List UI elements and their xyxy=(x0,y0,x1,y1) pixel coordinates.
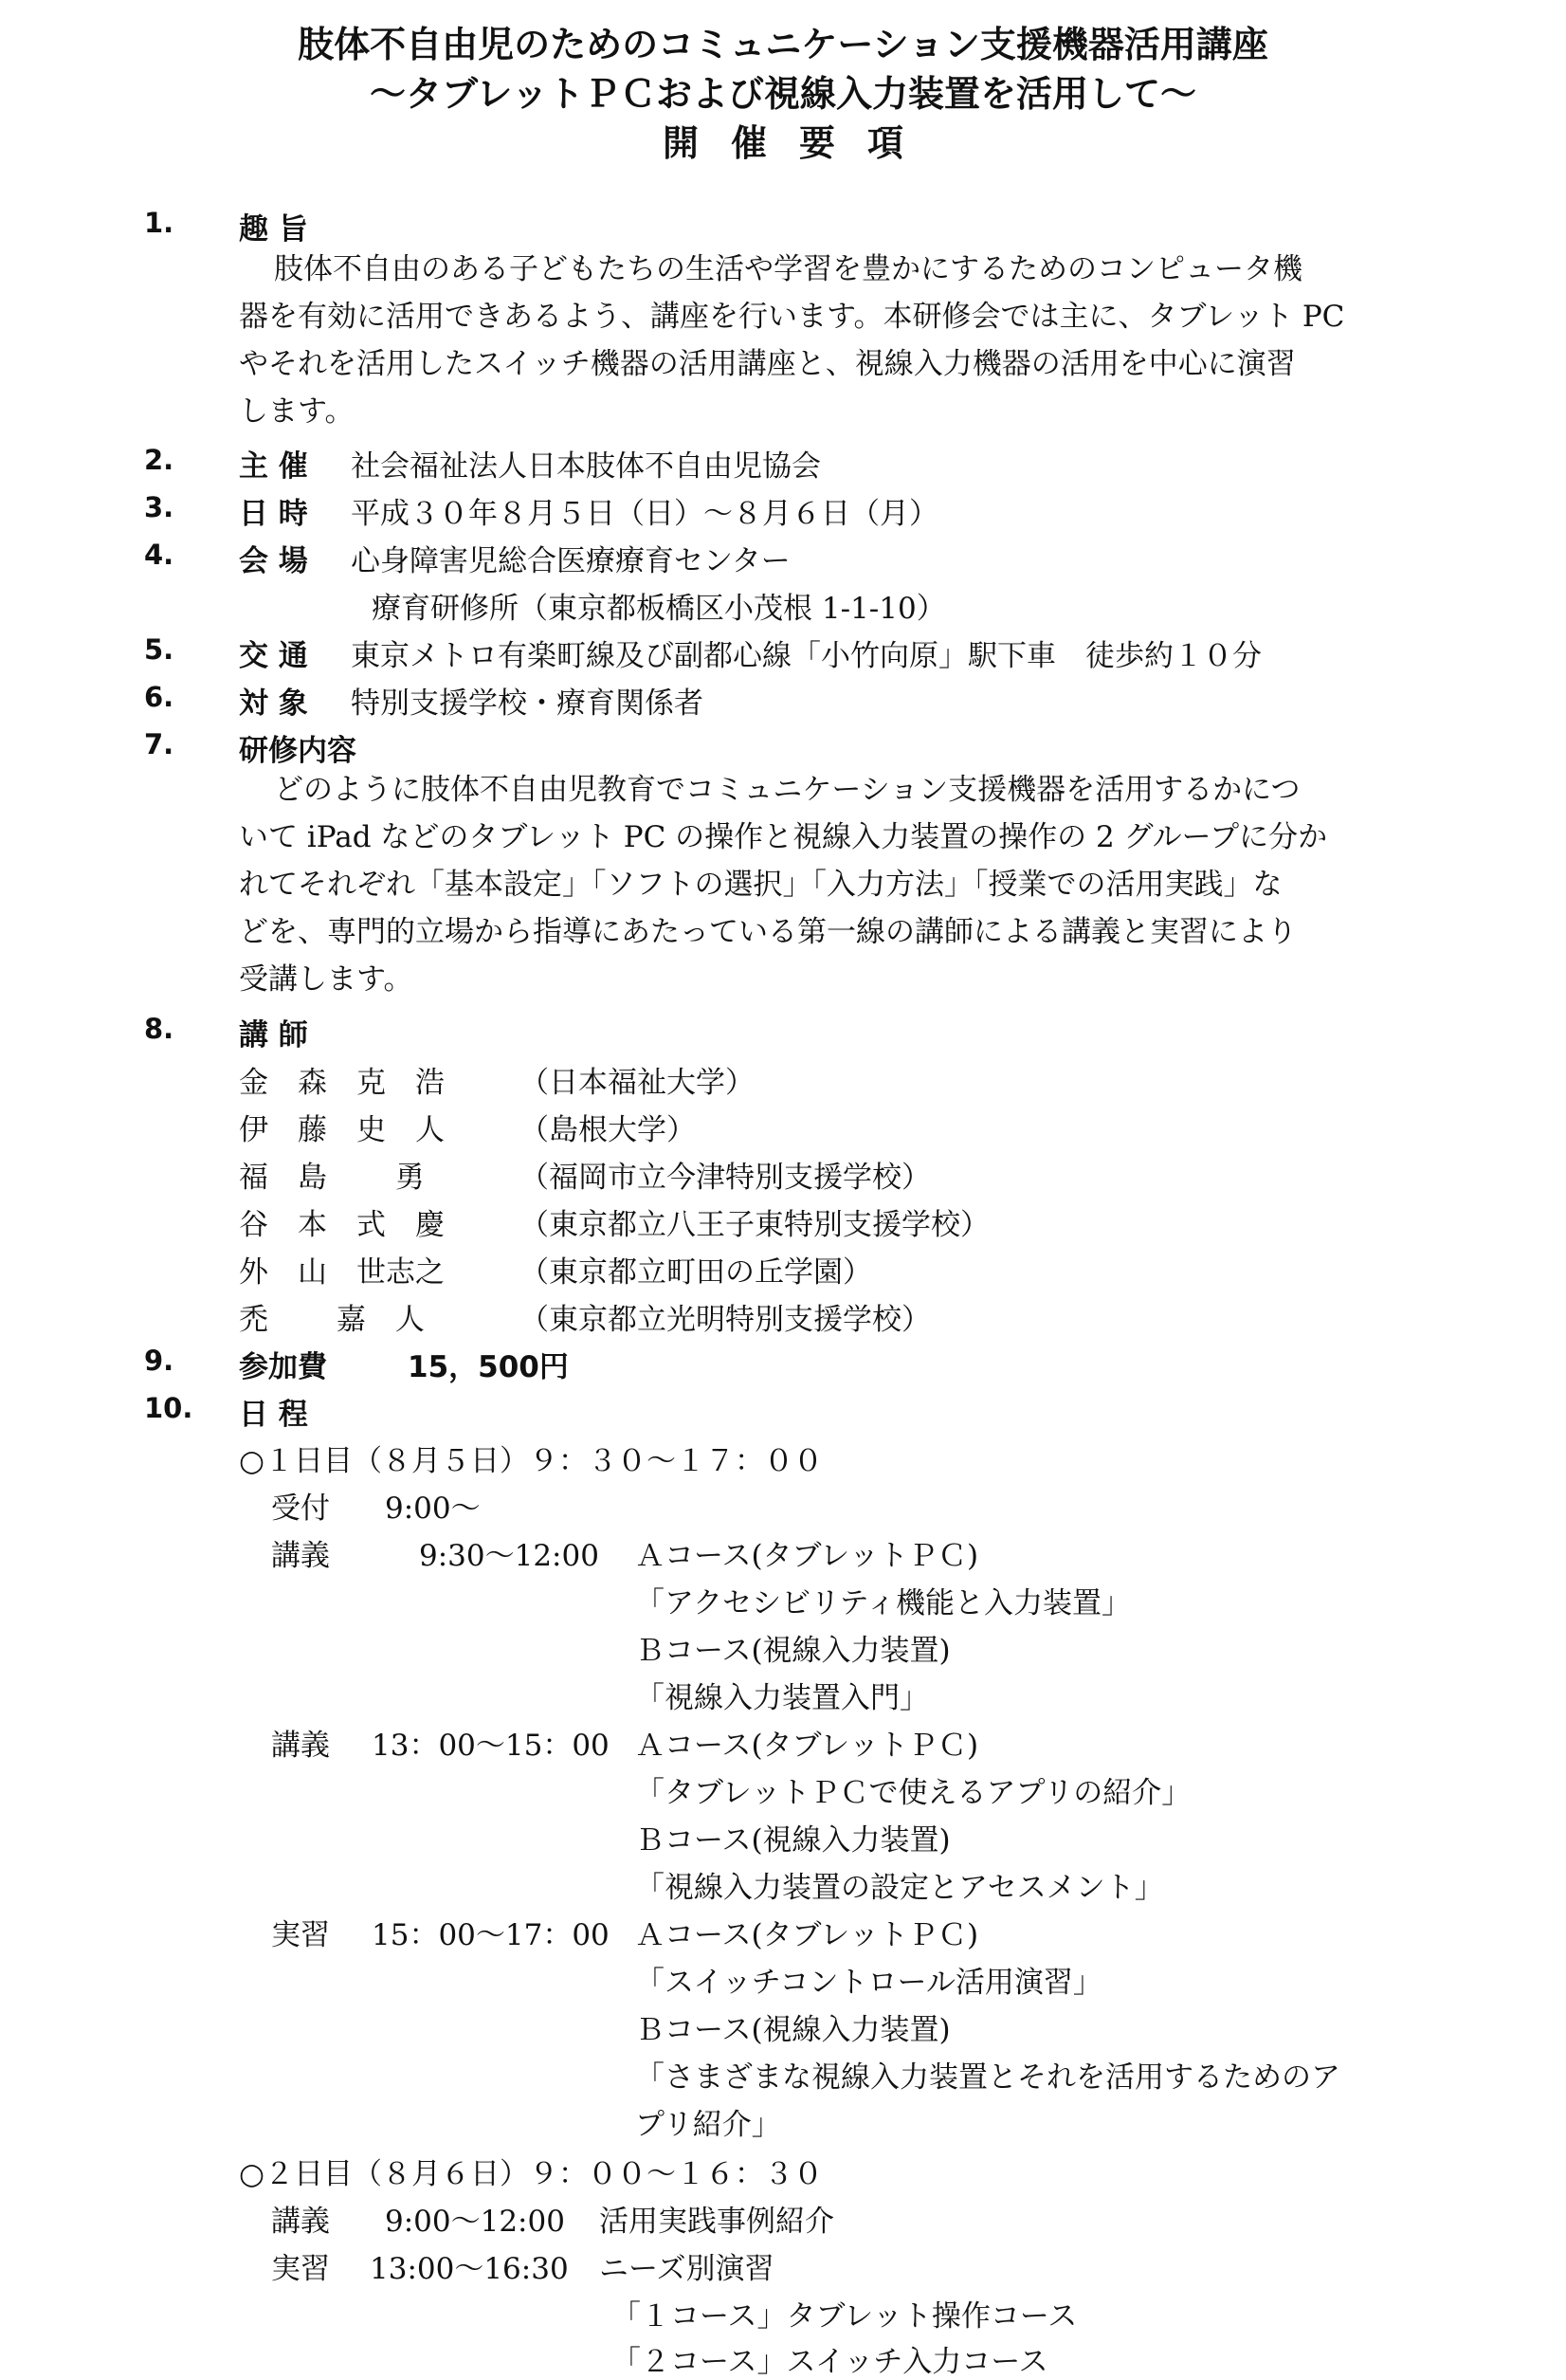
paragraph-line: 肢体不自由のある子どもたちの生活や学習を豊かにするためのコンピュータ機 xyxy=(274,252,1302,286)
schedule-time: 13：00～15：00 xyxy=(372,1729,610,1763)
section-value: 社会福祉法人日本肢体不自由児協会 xyxy=(351,449,821,484)
document-subtitle: ～タブレットＰＣおよび視線入力装置を活用して～ xyxy=(369,73,1197,115)
section-number: 7. xyxy=(144,728,174,760)
schedule-course: 「２コース」スイッチ入力コース xyxy=(611,2345,1048,2379)
section-value: 平成３０年８月５日（日）～８月６日（月） xyxy=(351,497,938,531)
paragraph-line: やそれを活用したスイッチ機器の活用講座と、視線入力機器の活用を中心に演習 xyxy=(239,347,1296,381)
schedule-detail: 「タブレットＰＣで使えるアプリの紹介」 xyxy=(635,1776,1192,1810)
day2-title: ○２日目（８月６日）９：００～１６：３０ xyxy=(239,2157,824,2191)
section-number: 2. xyxy=(144,444,174,476)
lecturer-name: 福 島 勇 xyxy=(239,1161,425,1195)
lecturer-name: 禿 嘉 人 xyxy=(239,1303,425,1337)
paragraph-line: どを、専門的立場から指導にあたっている第一線の講師による講義と実習により xyxy=(239,915,1297,949)
schedule-detail: プリ紹介」 xyxy=(635,2108,781,2142)
section-paragraph xyxy=(239,246,1435,435)
section-heading: 講 師 xyxy=(239,1018,308,1053)
section-heading: 交 通 xyxy=(239,639,308,673)
day1-title: ○１日目（８月５日）９：３０～１７：００ xyxy=(239,1444,824,1478)
participation-fee: 15，500円 xyxy=(408,1350,569,1384)
schedule-time: 9:00～12:00 xyxy=(385,2205,565,2239)
section-heading: 日 程 xyxy=(239,1398,308,1432)
lecturer-affiliation: （島根大学） xyxy=(519,1113,696,1147)
schedule-detail: Ａコース(タブレットＰＣ) xyxy=(635,1539,979,1573)
section-heading: 対 象 xyxy=(239,687,308,721)
section-heading: 日 時 xyxy=(239,497,308,531)
schedule-detail: 「視線入力装置の設定とアセスメント」 xyxy=(635,1871,1164,1905)
schedule-detail: 「視線入力装置入門」 xyxy=(635,1681,929,1715)
section-number: 5. xyxy=(144,633,174,666)
section-value: 心身障害児総合医療療育センター xyxy=(351,544,791,578)
section-value-address: 療育研修所（東京都板橋区小茂根 1-1-10） xyxy=(372,592,946,626)
schedule-detail: 活用実践事例紹介 xyxy=(599,2205,834,2239)
section-number: 6. xyxy=(144,681,174,713)
schedule-time: 9:30～12:00 xyxy=(419,1539,599,1573)
paragraph-line: いて iPad などのタブレット PC の操作と視線入力装置の操作の 2 グループに分か xyxy=(239,820,1328,854)
schedule-label: 講義 xyxy=(271,1539,330,1573)
lecturer-affiliation: （福岡市立今津特別支援学校） xyxy=(519,1161,931,1195)
section-number: 8. xyxy=(144,1013,174,1045)
schedule-time: 9:00～ xyxy=(385,1492,481,1526)
lecturer-affiliation: （東京都立光明特別支援学校） xyxy=(519,1303,931,1337)
paragraph-line: 受講します。 xyxy=(239,962,413,997)
section-number: 1. xyxy=(144,207,174,239)
paragraph-line: 器を有効に活用できあるよう、講座を行います。本研修会では主に、タブレット PC xyxy=(239,300,1345,334)
paragraph-line: します。 xyxy=(239,394,355,429)
schedule-time: 13:00～16:30 xyxy=(370,2252,569,2286)
section-number: 3. xyxy=(144,491,174,523)
schedule-label: 受付 xyxy=(271,1492,330,1526)
lecturer-name: 伊 藤 史 人 xyxy=(239,1113,445,1147)
schedule-label: 実習 xyxy=(271,1918,330,1952)
section-number: 4. xyxy=(144,539,174,571)
document-title: 肢体不自由児のためのコミュニケーション支援機器活用講座 xyxy=(298,24,1268,65)
schedule-detail: Ｂコース(視線入力装置) xyxy=(635,1823,951,1858)
lecturer-affiliation: （東京都立町田の丘学園） xyxy=(519,1255,872,1290)
schedule-time: 15：00～17：00 xyxy=(372,1918,610,1952)
schedule-detail: ニーズ別演習 xyxy=(599,2252,774,2286)
schedule-detail: 「さまざまな視線入力装置とそれを活用するためのア xyxy=(635,2060,1340,2095)
schedule-label: 講義 xyxy=(271,1729,330,1763)
document-heading: 開催要項 xyxy=(662,122,936,164)
schedule-label: 実習 xyxy=(271,2252,330,2286)
section-number: 9. xyxy=(144,1345,174,1377)
paragraph-line: れてそれぞれ「基本設定」「ソフトの選択」「入力方法」「授業での活用実践」な xyxy=(239,868,1283,902)
schedule-label: 講義 xyxy=(271,2205,330,2239)
schedule-detail: Ｂコース(視線入力装置) xyxy=(635,1634,951,1668)
section-value: 東京メトロ有楽町線及び副都心線「小竹向原」駅下車 徒歩約１０分 xyxy=(351,639,1262,673)
lecturer-affiliation: （東京都立八王子東特別支援学校） xyxy=(519,1208,990,1242)
section-heading: 趣 旨 xyxy=(239,212,308,247)
schedule-detail: 「スイッチコントロール活用演習」 xyxy=(635,1966,1102,2000)
schedule-course: 「１コース」タブレット操作コース xyxy=(611,2299,1078,2334)
section-heading: 参加費 xyxy=(239,1350,327,1384)
section-value: 特別支援学校・療育関係者 xyxy=(351,687,703,721)
paragraph-line: どのように肢体不自由児教育でコミュニケーション支援機器を活用するかにつ xyxy=(274,773,1301,807)
section-number: 10. xyxy=(144,1392,193,1424)
lecturer-name: 谷 本 式 慶 xyxy=(239,1208,445,1242)
section-paragraph xyxy=(239,766,1435,1003)
section-heading: 会 場 xyxy=(239,544,308,578)
section-heading: 主 催 xyxy=(239,449,308,484)
lecturer-affiliation: （日本福祉大学） xyxy=(519,1066,755,1100)
schedule-detail: Ａコース(タブレットＰＣ) xyxy=(635,1729,979,1763)
schedule-detail: Ａコース(タブレットＰＣ) xyxy=(635,1918,979,1952)
schedule-detail: 「アクセシビリティ機能と入力装置」 xyxy=(635,1586,1131,1620)
lecturer-name: 金 森 克 浩 xyxy=(239,1066,445,1100)
lecturer-name: 外 山 世志之 xyxy=(239,1255,445,1290)
schedule-detail: Ｂコース(視線入力装置) xyxy=(635,2013,951,2047)
section-heading: 研修内容 xyxy=(239,734,356,768)
